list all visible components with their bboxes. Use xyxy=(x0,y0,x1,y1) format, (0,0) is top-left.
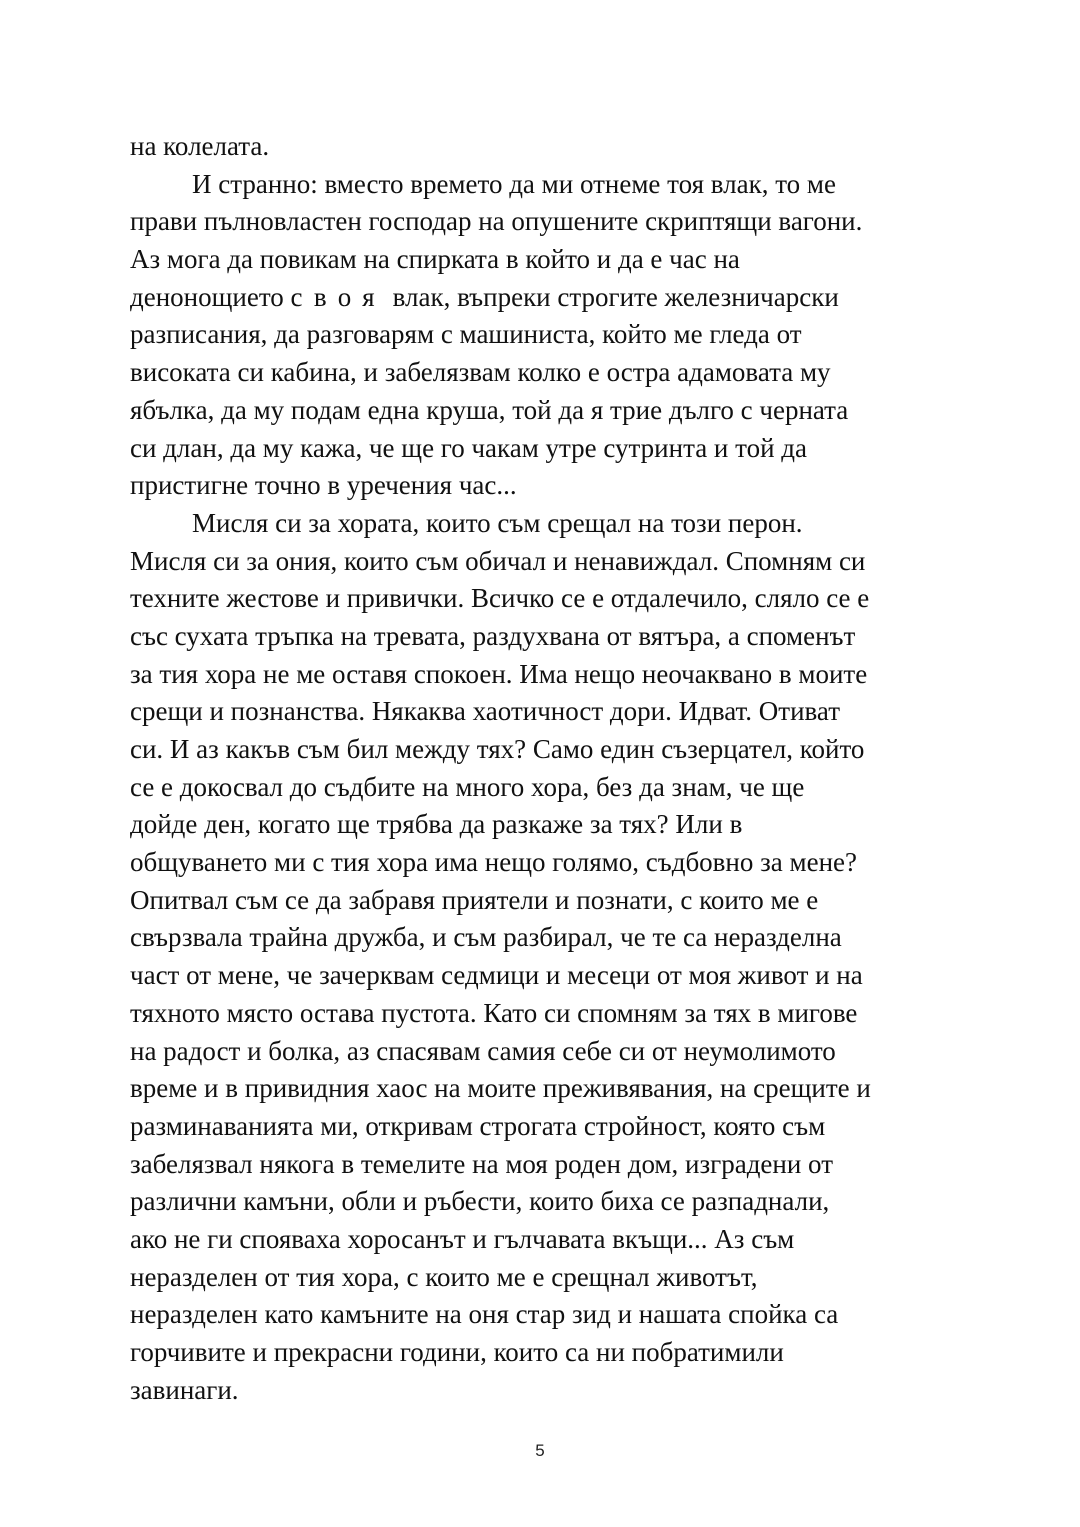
spaced-emphasis-word: своя xyxy=(290,281,386,312)
text-line: завинаги. xyxy=(130,1374,239,1405)
text-line: тяхното място остава пустота. Като си спомням за тях в мигове xyxy=(130,997,858,1028)
text-line: със сухата тръпка на тревата, раздухвана от вятъра, а споменът xyxy=(130,620,856,651)
text-line: различни камъни, обли и ръбести, които биха се разпаднали, xyxy=(130,1186,830,1217)
text-line: време и в привидния хаос на моите преживявания, на срещите и xyxy=(130,1073,871,1104)
text-line: горчивите и прекрасни години, които са ни побратимили xyxy=(130,1337,784,1367)
text-line: дойде ден, когато ще трябва да разкаже за тях? Или в xyxy=(130,809,743,840)
text-line: си длан, да му кажа, че ще го чакам утре сутринта и той да xyxy=(130,432,807,463)
text-line: общуването ми с тия хора има нещо голямо, съдбовно за мене? xyxy=(130,847,858,878)
text-line: пристигне точно в уречения час... xyxy=(130,470,517,501)
text-line: ако не ги спояваха хоросанът и гълчавата вкъщи... Аз съм xyxy=(130,1223,795,1254)
paragraph-start-line: Мисля си за хората, които съм срещал на този перон. xyxy=(192,507,803,538)
text-line: неразделен като камъните на оня стар зид и нашата спойка са xyxy=(130,1299,839,1330)
text-line: прави пълновластен господар на опушените скриптящи вагони. xyxy=(130,206,863,237)
text-line: забелязвал някога в темелите на моя роден дом, изградени от xyxy=(130,1148,834,1179)
text-line: свързвала трайна дружба, и съм разбирал, че те са неразделна xyxy=(130,922,842,953)
text-line: високата си кабина, и забелязвам колко е остра адамовата му xyxy=(130,357,831,388)
text-line: на колелата. xyxy=(130,131,270,161)
text-line: техните жестове и привички. Всичко се е отдалечило, сляло се е xyxy=(130,583,870,614)
text-segment: влак, въпреки строгите железничарски xyxy=(385,281,839,312)
text-line: срещи и познанства. Някаква хаотичност дори. Идват. Отиват xyxy=(130,696,841,727)
text-line: си. И аз какъв съм бил между тях? Само един съзерцател, който xyxy=(130,734,865,764)
text-line: Аз мога да повикам на спирката в който и да е час на xyxy=(130,244,740,275)
paragraph-start-line: И странно: вместо времето да ми отнеме тоя влак, то ме xyxy=(192,168,836,199)
text-line: на радост и болка, аз спасявам самия себе си от неумолимото xyxy=(130,1035,836,1066)
text-segment: денонощието xyxy=(130,281,291,312)
text-line: Мисля си за ония, които съм обичал и ненавиждал. Спомням си xyxy=(130,545,866,576)
text-line: разминаванията ми, откривам строгата стройност, която съм xyxy=(130,1110,826,1141)
text-line: ябълка, да му подам една круша, той да я трие дълго с черната xyxy=(130,394,849,425)
body-text xyxy=(130,128,960,1409)
text-line: Опитвал съм се да забравя приятели и познати, с които ме е xyxy=(130,884,819,915)
text-line: неразделен от тия хора, с които ме е срещнал животът, xyxy=(130,1261,758,1292)
text-line: за тия хора не ме оставя спокоен. Има нещо неочаквано в моите xyxy=(130,658,868,689)
page-number: 5 xyxy=(535,1441,545,1460)
text-line: част от мене, че зачерквам седмици и месеци от моя живот и на xyxy=(130,960,863,991)
text-line xyxy=(130,279,960,317)
text-line: се е докосвал до съдбите на много хора, без да знам, че ще xyxy=(130,771,805,802)
text-line: разписания, да разговарям с машиниста, който ме гледа от xyxy=(130,319,802,350)
